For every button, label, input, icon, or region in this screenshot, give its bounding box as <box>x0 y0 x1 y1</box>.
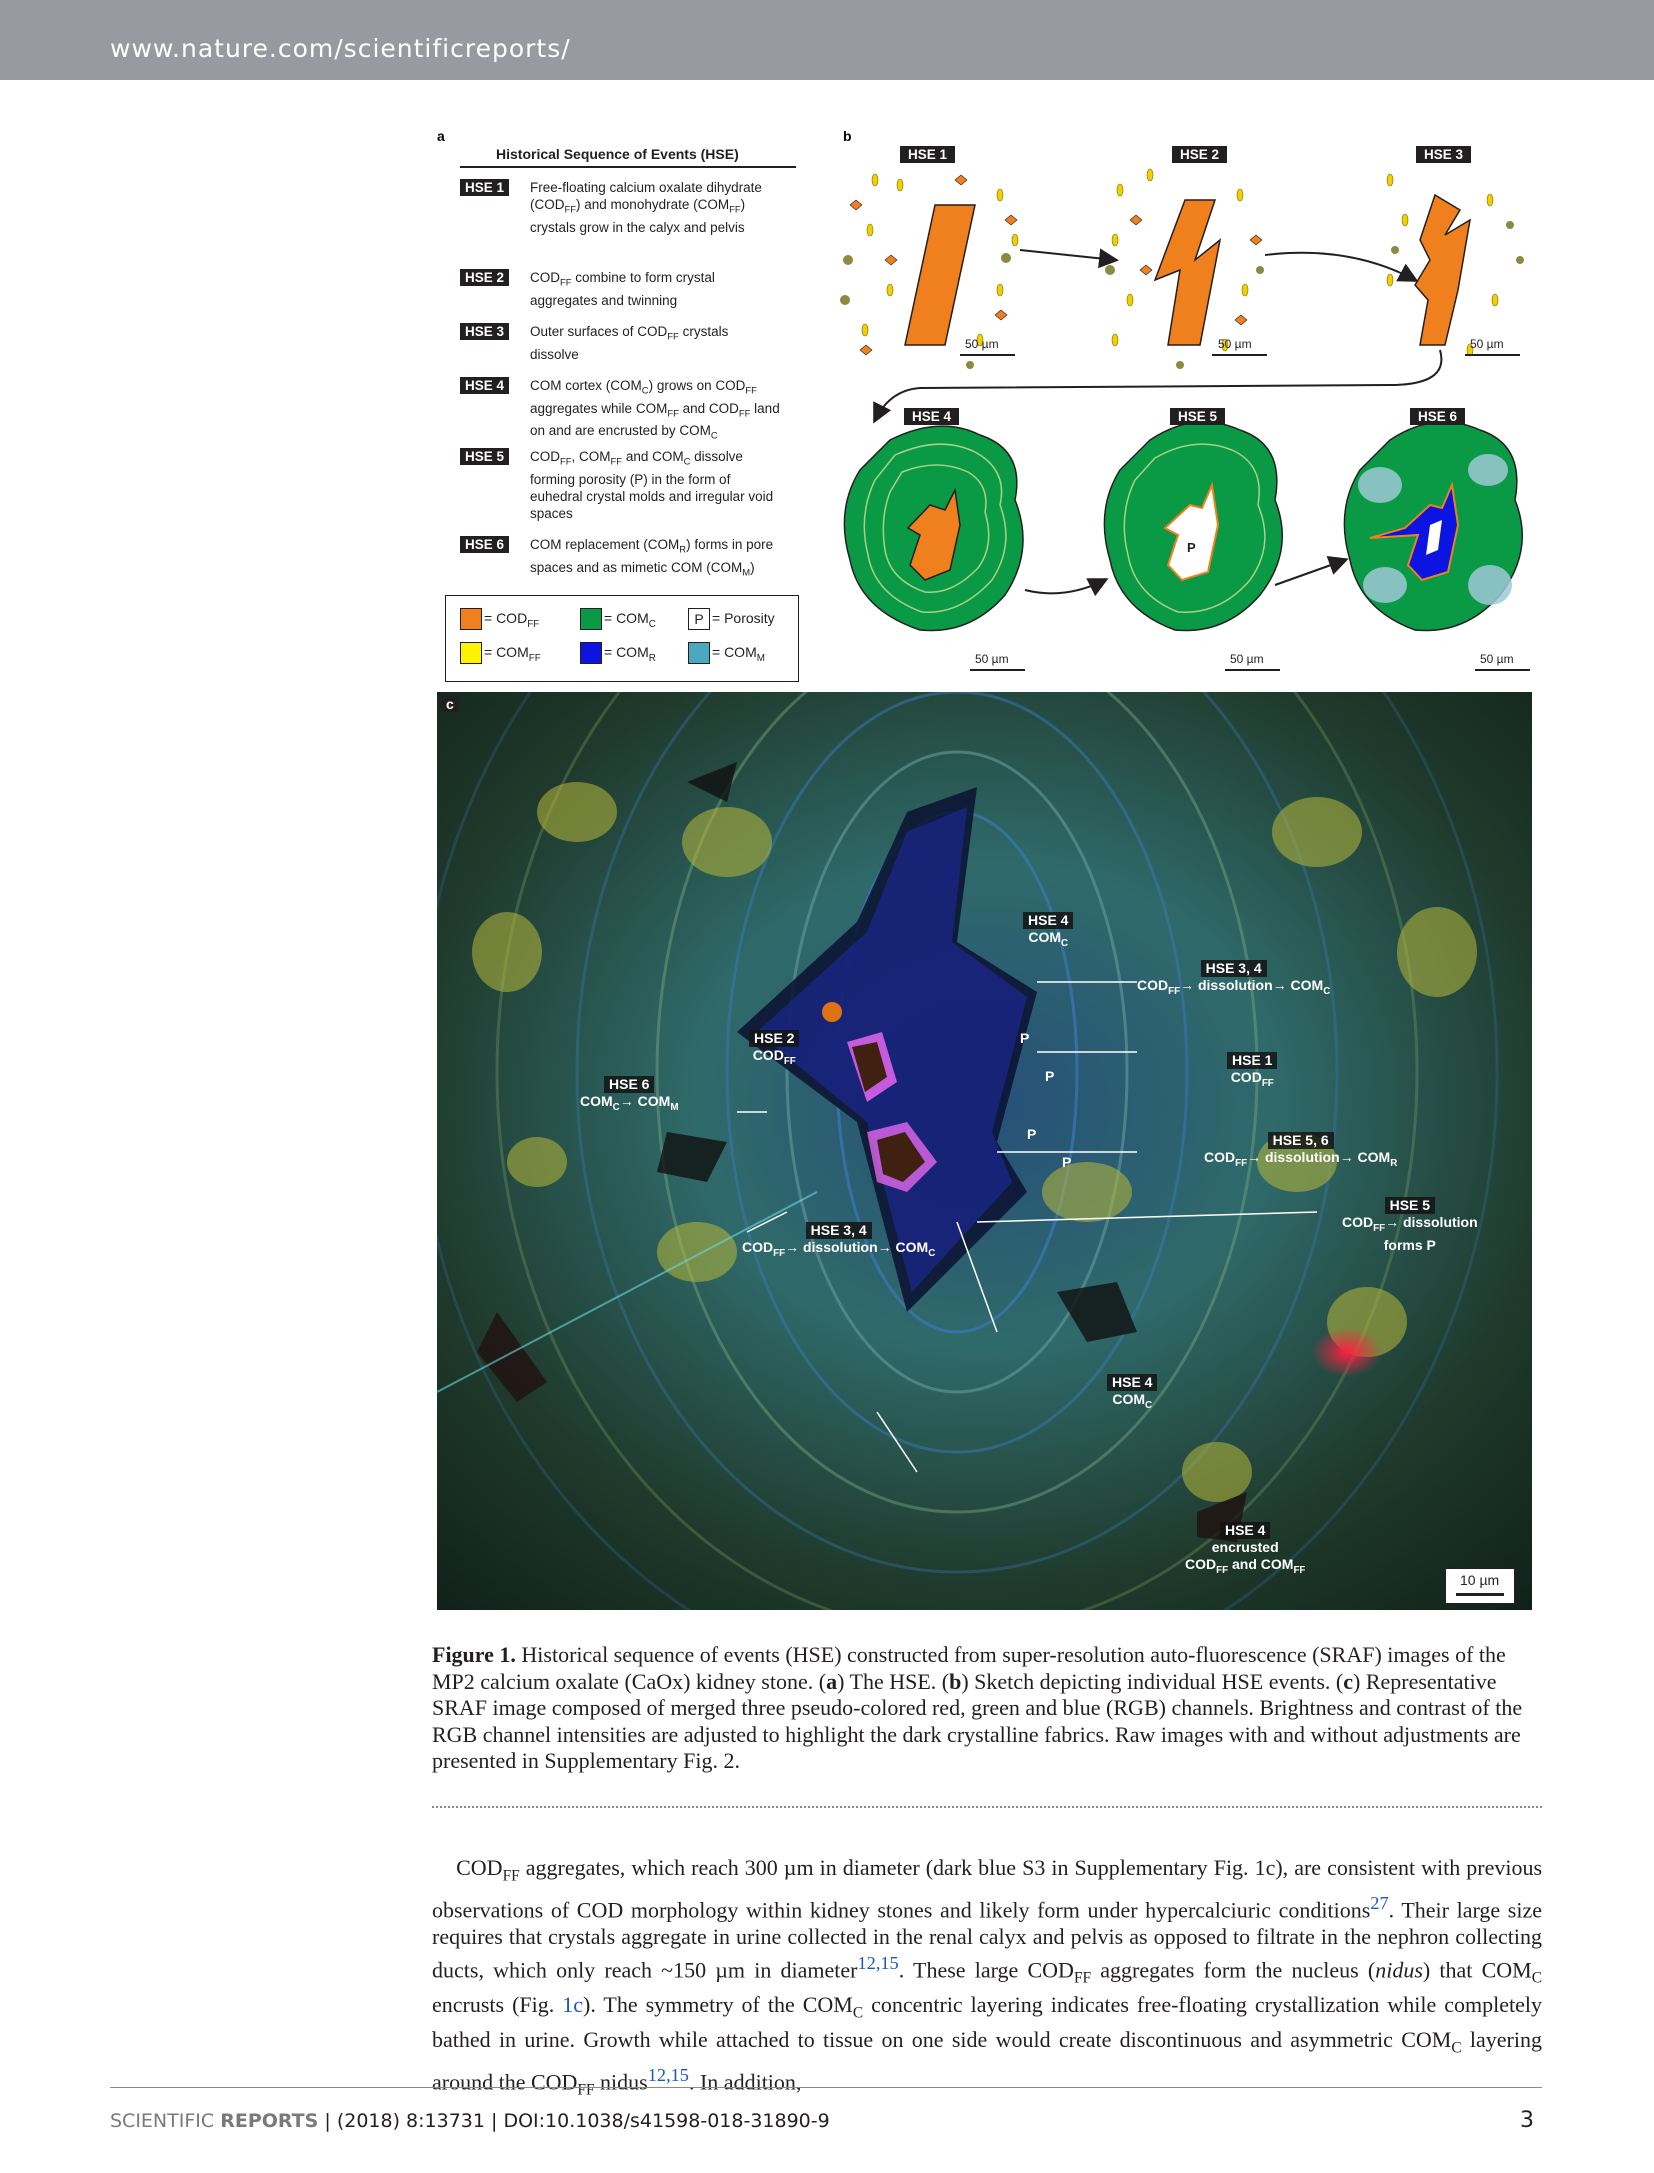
panel-a-letter: a <box>437 128 445 144</box>
scale-bar <box>970 669 1025 671</box>
hse-description: Outer surfaces of $COD_{FF}$ crystals dissolve <box>530 324 729 362</box>
hse-badge: HSE 2 <box>460 269 509 286</box>
page-number: 3 <box>1520 2108 1534 2133</box>
hse6-sketch <box>1344 422 1522 631</box>
photo-label: HSE 5 $COD_{FF}\to$ dissolution forms P <box>1342 1197 1478 1253</box>
panel-c-sraf-image <box>437 692 1532 1610</box>
legend-swatch-com-ff <box>460 642 482 664</box>
hse-badge: HSE 3 <box>460 323 509 340</box>
legend-label: = $COM_M$ <box>712 644 765 664</box>
panel-b-letter: b <box>843 128 852 144</box>
caption-divider <box>432 1806 1542 1808</box>
scale-box <box>1445 1568 1515 1604</box>
stage-label-hse3: HSE 3 <box>1416 146 1471 163</box>
caption-label: Figure 1. <box>432 1642 516 1667</box>
footer-citation <box>110 2110 830 2132</box>
panel-a-title-rule <box>460 166 796 168</box>
scale-label: 10 µm <box>1460 1572 1500 1588</box>
panel-a-title: Historical Sequence of Events (HSE) <box>496 146 739 162</box>
hse-badge: HSE 1 <box>460 179 509 196</box>
porosity-mark: P <box>1020 1030 1030 1046</box>
doi-text[interactable]: | (2018) 8:13731 | DOI:10.1038/s41598-018-31890-9 <box>324 2110 830 2132</box>
photo-label: HSE 4 encrusted $COD_{FF}$ and $COM_{FF}$ <box>1185 1522 1306 1576</box>
scale-label: 50 µm <box>975 652 1009 666</box>
panel-c-letter: c <box>441 696 459 712</box>
legend-label: = $COM_C$ <box>604 610 656 630</box>
hse-description: Free-floating calcium oxalate dihydrate $(COD_{FF})$ and monohydrate $(COM_{FF})$ crystals grow in the calyx and pelvis <box>530 180 762 235</box>
legend-swatch-com-m <box>688 642 710 664</box>
legend-label: = $COD_{FF}$ <box>484 610 540 630</box>
hse-description: $COD_{FF}$ combine to form crystal aggregates and twinning <box>530 270 715 308</box>
stage-label-hse4: HSE 4 <box>904 408 959 425</box>
scale-label: 50 µm <box>1480 652 1514 666</box>
photo-label: HSE 2 $COD_{FF}$ <box>749 1030 799 1070</box>
journal-name-b: REPORTS <box>220 2110 319 2132</box>
porosity-mark: P <box>1062 1154 1072 1170</box>
hse5-porosity-label: P <box>1187 540 1196 555</box>
scale-bar <box>1456 1593 1504 1596</box>
site-url-link[interactable]: www.nature.com/scientificreports/ <box>110 34 571 63</box>
scale-bar <box>1475 669 1530 671</box>
stage-label-hse6: HSE 6 <box>1410 408 1465 425</box>
footer-rule <box>110 2087 1542 2088</box>
porosity-mark: P <box>1045 1068 1055 1084</box>
scale-label: 50 µm <box>965 337 999 351</box>
scale-label: 50 µm <box>1230 652 1264 666</box>
legend-label: = $COM_R$ <box>604 644 656 664</box>
scale-label: 50 µm <box>1470 337 1504 351</box>
citation-link[interactable]: 12,15 <box>857 1953 899 1974</box>
hse-badge: HSE 6 <box>460 536 509 553</box>
stage-label-hse1: HSE 1 <box>900 146 955 163</box>
stage-label-hse5: HSE 5 <box>1170 408 1225 425</box>
legend-label: = Porosity <box>712 610 775 626</box>
legend-swatch-com-c <box>580 608 602 630</box>
hse-badge: HSE 5 <box>460 448 509 465</box>
hse-description: $COD_{FF}$, $COM_{FF}$ and $COM_C$ dissolve forming porosity (P) in the form of euhedral crystal molds and irregular void spaces <box>530 449 774 521</box>
legend-swatch-porosity: P <box>688 608 710 630</box>
citation-link[interactable]: 12,15 <box>647 2065 689 2086</box>
scale-label: 50 µm <box>1218 337 1252 351</box>
scale-bar <box>1212 354 1267 356</box>
photo-label: HSE 6 $COM_C\to COM_M$ <box>580 1076 679 1113</box>
scale-bar <box>1465 354 1520 356</box>
header-bar <box>0 0 1654 80</box>
photo-label: HSE 4 $COM_C$ <box>1023 912 1073 952</box>
hse-description: COM cortex $(COM_C)$ grows on $COD_{FF}$ aggregates while $COM_{FF}$ and $COD_{FF}$ land on and are encrusted by $COM_C$ <box>530 378 780 443</box>
photo-label: HSE 5, 6 $COD_{FF}\to$ dissolution→ $COM_R$ <box>1204 1132 1398 1169</box>
legend-swatch-cod-ff <box>460 608 482 630</box>
hse-description: COM replacement $(COM_R)$ forms in pore spaces and as mimetic COM $(COM_M)$ <box>530 537 774 579</box>
photo-label: HSE 3, 4 $COD_{FF}\to$ dissolution→ $COM_C$ <box>1137 960 1331 997</box>
hse-badge: HSE 4 <box>460 377 509 394</box>
figure-link[interactable]: 1c <box>562 1992 583 2018</box>
hse3-sketch <box>1387 174 1524 356</box>
porosity-mark: P <box>1027 1126 1037 1142</box>
body-paragraph: $COD_{FF}$ aggregates, which reach 300 µm in diameter (dark blue S3 in Supplementary Fig. 1c), are consistent with previous observations of COD morphology within kidney stones and likely form under hypercalciuric conditions$^{27}$. Their large size requires that crystals aggregate in urine collected in the renal calyx and pelvis as opposed to filtrate in the nephron collecting ducts, which only reach ~150 µm in diameter$^{12,15}$. These large $COD_{FF}$ aggregates form the nucleus (nidus) that $COM_C$ encrusts (Fig. 1c). The symmetry of the $COM_C$ concentric layering indicates free-floating crystallization while completely bathed in urine. Growth while attached to tissue on one side would create discontinuous and asymmetric $COM_C$ layering around the $COD_{FF}$ nidus$^{12,15}$. In addition, <box>432 1855 1543 2099</box>
scale-bar <box>960 354 1015 356</box>
legend-label: = $COM_{FF}$ <box>484 644 541 664</box>
scale-bar <box>1225 669 1280 671</box>
panel-a-legend <box>445 595 799 682</box>
figure-caption <box>432 1642 1542 1775</box>
journal-name-a: SCIENTIFIC <box>110 2110 215 2132</box>
photo-label: HSE 3, 4 $COD_{FF}\to$ dissolution→ $COM_C$ <box>742 1222 936 1259</box>
caption-text: Historical sequence of events (HSE) constructed from super-resolution auto-fluorescence (SRAF) images of the MP2 calcium oxalate (CaOx) kidney stone. (a) The HSE. (b) Sketch depicting individual HSE events. (c) Representative SRAF image composed of merged three pseudo-colored red, green and blue (RGB) channels. Brightness and contrast of the RGB channel intensities are adjusted to highlight the dark crystalline fabrics. Raw images with and without adjustments are presented in Supplementary Fig. 2. <box>432 1642 1523 1773</box>
photo-label: HSE 1 $COD_{FF}$ <box>1227 1052 1277 1092</box>
legend-swatch-com-r <box>580 642 602 664</box>
citation-link[interactable]: 27 <box>1370 1892 1389 1913</box>
stage-label-hse2: HSE 2 <box>1172 146 1227 163</box>
hse4-sketch <box>844 426 1023 630</box>
hse5-sketch <box>1104 422 1282 631</box>
photo-label: HSE 4 $COM_C$ <box>1107 1374 1157 1414</box>
